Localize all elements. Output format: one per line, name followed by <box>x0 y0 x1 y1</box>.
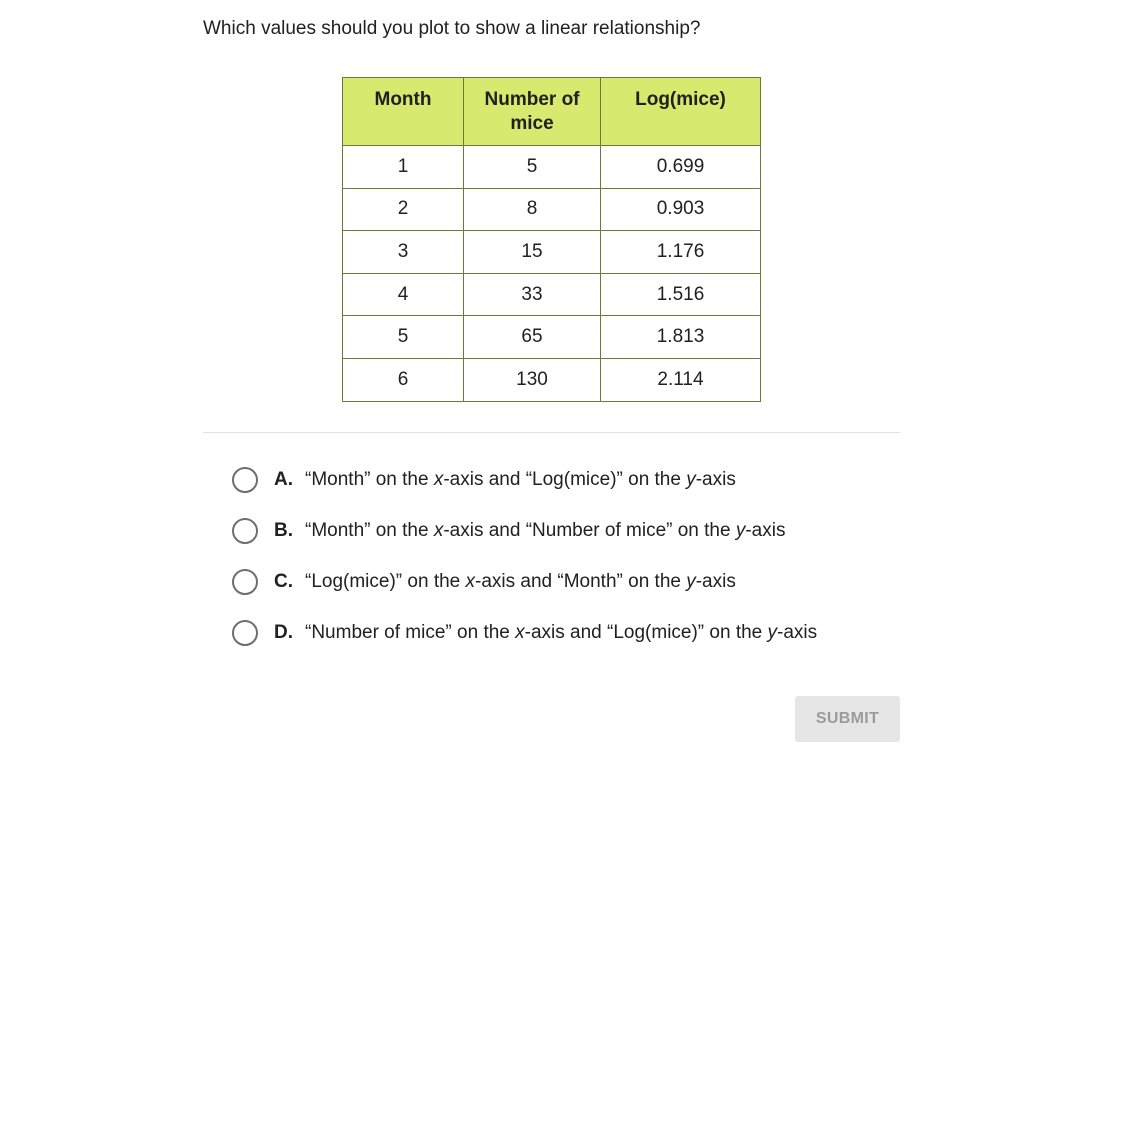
table-cell: 4 <box>343 273 464 316</box>
option-letter: D. <box>274 622 293 643</box>
option-text: “Month” on the x-axis and “Number of mice” on the y-axis <box>305 520 786 541</box>
table-cell: 65 <box>464 316 601 359</box>
option-text: “Number of mice” on the x-axis and “Log(mice)” on the y-axis <box>305 622 818 643</box>
option-a[interactable] <box>232 466 736 494</box>
table-cell: 2 <box>343 188 464 231</box>
table-cell: 0.903 <box>601 188 761 231</box>
table-cell: 1 <box>343 146 464 189</box>
table-cell: 1.516 <box>601 273 761 316</box>
option-text: “Month” on the x-axis and “Log(mice)” on the y-axis <box>305 469 736 490</box>
option-letter: B. <box>274 520 293 541</box>
table-row <box>343 316 761 359</box>
divider <box>203 432 900 433</box>
option-d[interactable] <box>232 619 817 647</box>
table-row <box>343 273 761 316</box>
table-cell: 5 <box>464 146 601 189</box>
table-cell: 0.699 <box>601 146 761 189</box>
option-text: “Log(mice)” on the x-axis and “Month” on the y-axis <box>305 571 736 592</box>
option-c[interactable] <box>232 568 736 596</box>
data-table <box>342 77 761 402</box>
table-row <box>343 146 761 189</box>
table-cell: 2.114 <box>601 358 761 401</box>
table-cell: 8 <box>464 188 601 231</box>
radio-button-b[interactable] <box>232 518 258 544</box>
table-header-row <box>343 78 761 146</box>
radio-button-d[interactable] <box>232 620 258 646</box>
table-cell: 33 <box>464 273 601 316</box>
header-month: Month <box>343 78 464 146</box>
radio-button-c[interactable] <box>232 569 258 595</box>
table-cell: 3 <box>343 231 464 274</box>
table-cell: 1.813 <box>601 316 761 359</box>
table-cell: 5 <box>343 316 464 359</box>
option-letter: C. <box>274 571 293 592</box>
table-cell: 130 <box>464 358 601 401</box>
submit-button[interactable]: SUBMIT <box>795 696 900 742</box>
option-letter: A. <box>274 469 293 490</box>
table-row <box>343 358 761 401</box>
option-b[interactable] <box>232 517 785 545</box>
header-number-of-mice: Number of mice <box>464 78 601 146</box>
table-row <box>343 231 761 274</box>
question-text: Which values should you plot to show a linear relationship? <box>203 18 701 39</box>
table-row <box>343 188 761 231</box>
header-log-mice: Log(mice) <box>601 78 761 146</box>
table-cell: 1.176 <box>601 231 761 274</box>
table-cell: 6 <box>343 358 464 401</box>
table-cell: 15 <box>464 231 601 274</box>
radio-button-a[interactable] <box>232 467 258 493</box>
